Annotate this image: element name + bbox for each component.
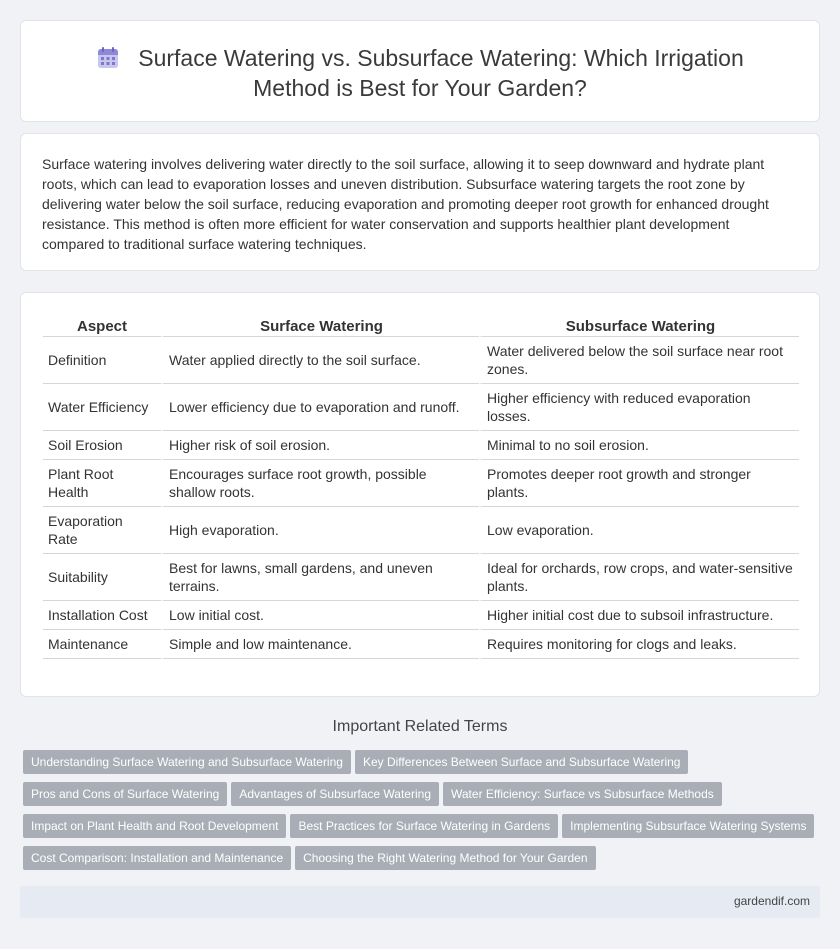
cell-aspect: Plant Root Health	[43, 460, 161, 507]
related-term-tag[interactable]: Advantages of Subsurface Watering	[231, 782, 439, 806]
page-title: Surface Watering vs. Subsurface Watering: Which Irrigation Method is Best for Your Garden?	[138, 45, 744, 101]
cell-aspect: Water Efficiency	[43, 384, 161, 431]
table-row	[43, 554, 799, 601]
related-term-tag[interactable]: Cost Comparison: Installation and Maintenance	[23, 846, 291, 870]
table-row	[43, 630, 799, 659]
cell-subsurface: Minimal to no soil erosion.	[479, 431, 799, 460]
intro-paragraph: Surface watering involves delivering water directly to the soil surface, allowing it to seep downward and hydrate plant roots, which can lead to evaporation losses and uneven distribution. Subsurface watering targets the root zone by delivering water below the soil surface, reducing evaporation and promoting deeper root growth for enhanced drought resistance. This method is often more efficient for water conservation and supports healthier plant development compared to traditional surface watering techniques.	[42, 156, 769, 252]
page-title-wrap	[61, 43, 779, 103]
cell-surface: Lower efficiency due to evaporation and runoff.	[161, 384, 479, 431]
table-header-row	[43, 314, 799, 337]
related-term-tag[interactable]: Best Practices for Surface Watering in Gardens	[290, 814, 558, 838]
cell-aspect: Definition	[43, 337, 161, 384]
cell-aspect: Installation Cost	[43, 601, 161, 630]
cell-subsurface: Requires monitoring for clogs and leaks.	[479, 630, 799, 659]
table-row	[43, 431, 799, 460]
table-row	[43, 460, 799, 507]
tag-row	[23, 782, 823, 814]
table-row	[43, 601, 799, 630]
related-terms-tags	[23, 750, 823, 878]
cell-surface: Water applied directly to the soil surface.	[161, 337, 479, 384]
cell-subsurface: Ideal for orchards, row crops, and water-sensitive plants.	[479, 554, 799, 601]
table-row	[43, 337, 799, 384]
header-aspect: Aspect	[43, 314, 161, 337]
cell-aspect: Suitability	[43, 554, 161, 601]
comparison-table	[43, 314, 799, 659]
table-row	[43, 507, 799, 554]
cell-aspect: Soil Erosion	[43, 431, 161, 460]
calendar-icon	[96, 46, 120, 70]
tag-row	[23, 814, 823, 846]
title-card	[20, 20, 820, 122]
cell-subsurface: Higher initial cost due to subsoil infrastructure.	[479, 601, 799, 630]
related-term-tag[interactable]: Implementing Subsurface Watering Systems	[562, 814, 814, 838]
related-term-tag[interactable]: Key Differences Between Surface and Subsurface Watering	[355, 750, 689, 774]
cell-surface: Higher risk of soil erosion.	[161, 431, 479, 460]
cell-subsurface: Low evaporation.	[479, 507, 799, 554]
related-term-tag[interactable]: Impact on Plant Health and Root Development	[23, 814, 286, 838]
cell-surface: Low initial cost.	[161, 601, 479, 630]
cell-surface: Encourages surface root growth, possible shallow roots.	[161, 460, 479, 507]
cell-surface: High evaporation.	[161, 507, 479, 554]
footer-site[interactable]: gardendif.com	[733, 894, 810, 908]
related-term-tag[interactable]: Water Efficiency: Surface vs Subsurface Methods	[443, 782, 722, 806]
cell-subsurface: Promotes deeper root growth and stronger plants.	[479, 460, 799, 507]
cell-aspect: Evaporation Rate	[43, 507, 161, 554]
cell-surface: Simple and low maintenance.	[161, 630, 479, 659]
cell-aspect: Maintenance	[43, 630, 161, 659]
related-term-tag[interactable]: Choosing the Right Watering Method for Your Garden	[295, 846, 595, 870]
related-term-tag[interactable]: Pros and Cons of Surface Watering	[23, 782, 227, 806]
table-row	[43, 384, 799, 431]
header-subsurface: Subsurface Watering	[479, 314, 799, 337]
header-surface: Surface Watering	[161, 314, 479, 337]
cell-surface: Best for lawns, small gardens, and uneven terrains.	[161, 554, 479, 601]
comparison-table-card	[20, 292, 820, 697]
related-term-tag[interactable]: Understanding Surface Watering and Subsurface Watering	[23, 750, 351, 774]
cell-subsurface: Water delivered below the soil surface near root zones.	[479, 337, 799, 384]
table-body	[43, 337, 799, 659]
footer	[20, 886, 820, 918]
related-terms-title: Important Related Terms	[332, 718, 508, 735]
intro-card	[20, 133, 820, 271]
tag-row	[23, 846, 823, 878]
cell-subsurface: Higher efficiency with reduced evaporation losses.	[479, 384, 799, 431]
tag-row	[23, 750, 823, 782]
